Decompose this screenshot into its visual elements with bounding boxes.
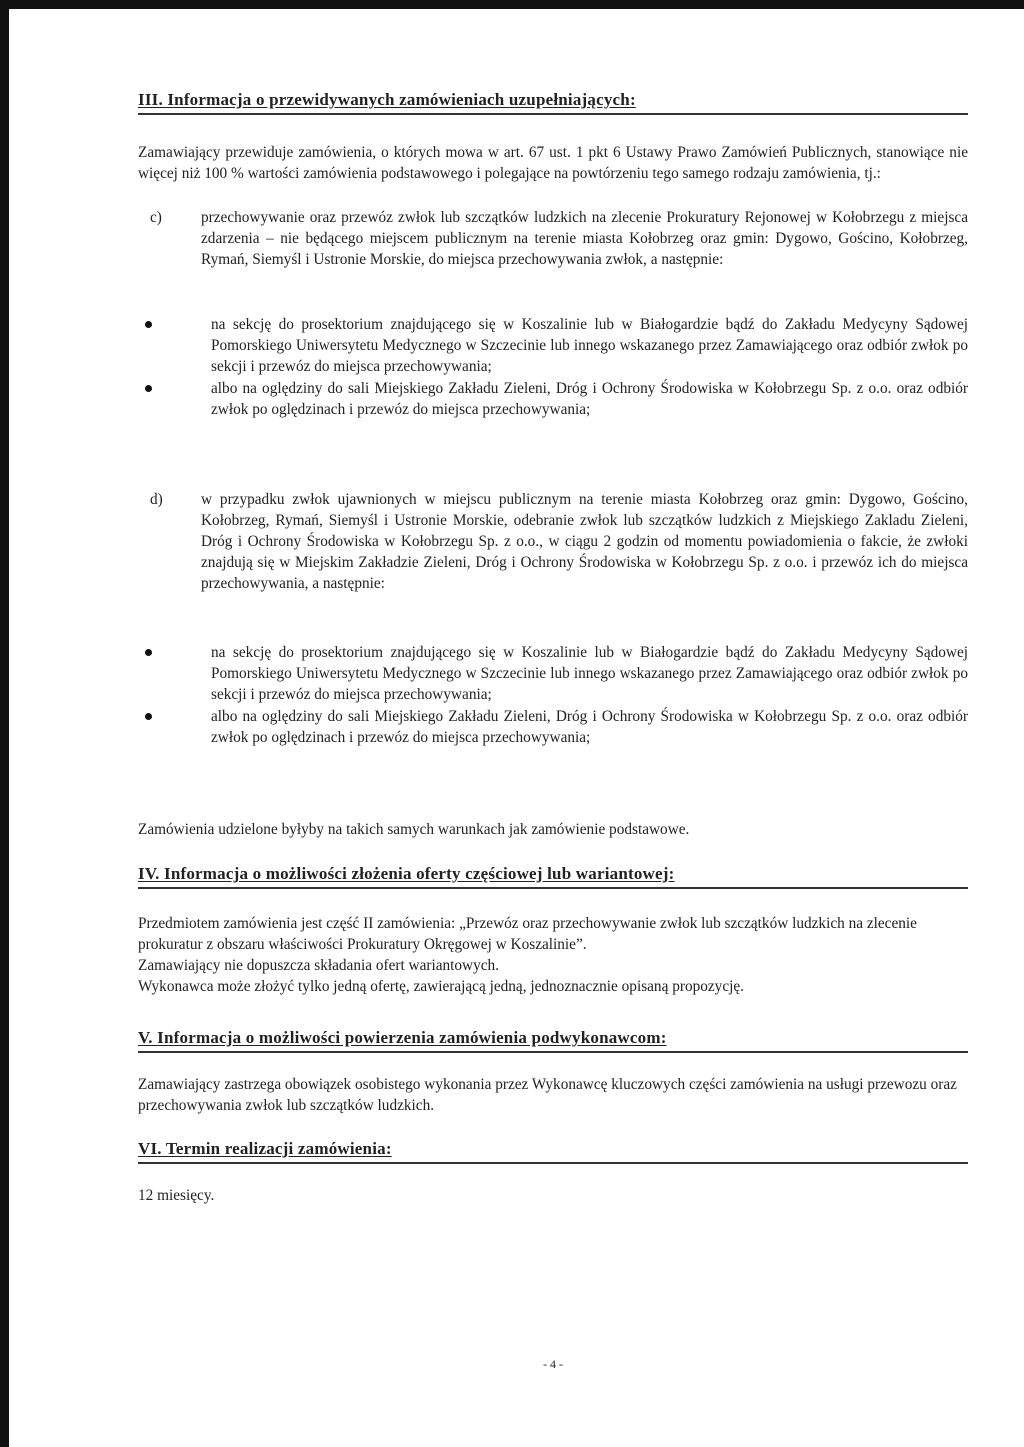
section-iii-closing: Zamówienia udzielone byłyby na takich samych warunkach jak zamówienie podstawowe.	[138, 821, 690, 838]
section-iv-body	[138, 913, 968, 997]
list-item-text: na sekcję do prosektorium znajdującego się w Koszalinie lub w Białogardzie bądź do Zakładu Medycyny Sądowej Pomorskiego Uniwersytetu Medycznego w Szczecinie lub innego wskazanego przez Zamawiającego oraz odbiór zwłok po sekcji i przewóz do miejsca przechowywania;	[211, 316, 968, 375]
section-iii-heading-text: III. Informacja o przewidywanych zamówieniach uzupełniających:	[138, 90, 636, 109]
section-vi-heading-text: VI. Termin realizacji zamówienia:	[138, 1139, 392, 1158]
section-iv-heading-text: IV. Informacja o możliwości złożenia oferty częściowej lub wariantowej:	[138, 864, 675, 883]
section-vi-heading	[138, 1139, 968, 1164]
section-v-heading-text: V. Informacja o możliwości powierzenia zamówienia podwykonawcom:	[138, 1028, 667, 1047]
section-iv-line: Zamawiający nie dopuszcza składania ofert wariantowych.	[138, 957, 500, 974]
section-iv-heading	[138, 864, 968, 889]
list-item	[211, 642, 968, 705]
page-number: - 4 -	[543, 1357, 563, 1371]
item-d-bullet-list	[211, 642, 968, 749]
item-d-letter: d)	[150, 491, 163, 508]
section-iv-line: Przedmiotem zamówienia jest część II zamówienia: „Przewóz oraz przechowywanie zwłok lub szczątków ludzkich na zlecenie prokuratur z obszaru właściwości Prokuratury Okręgowej w Koszalinie”.	[138, 915, 917, 953]
list-item-text: na sekcję do prosektorium znajdującego się w Koszalinie lub w Białogardzie bądź do Zakładu Medycyny Sądowej Pomorskiego Uniwersytetu Medycznego w Szczecinie lub innego wskazanego przez Zamawiającego oraz odbiór zwłok po sekcji i przewóz do miejsca przechowywania;	[211, 644, 968, 703]
scan-border-left	[0, 9, 9, 1447]
section-v-text: Zamawiający zastrzega obowiązek osobistego wykonania przez Wykonawcę kluczowych części zamówienia na usługi przewozu oraz przechowywania zwłok lub szczątków ludzkich.	[138, 1076, 957, 1114]
item-c	[138, 207, 968, 270]
bullet-icon	[145, 713, 152, 720]
list-item	[211, 314, 968, 377]
item-d-text: w przypadku zwłok ujawnionych w miejscu publicznym na terenie miasta Kołobrzeg oraz gmin: Dygowo, Gościno, Kołobrzeg, Rymań, Siemyśl i Ustronie Morskie, odebranie zwłok lub szczątków ludzkich z Miejskiego Zakladu Zieleni, Dróg i Ochrony Środowiska w Kołobrzegu Sp. z o.o., w ciągu 2 godzin od momentu powiadomienia o fakcie, że zwłoki znajdują się w Miejskim Zakładzie Zieleni, Dróg i Ochrony Środowiska w Kołobrzegu Sp. z o.o. i przewóz ich do miejsca przechowywania, a następnie:	[201, 491, 968, 592]
list-item-text: albo na oględziny do sali Miejskiego Zakładu Zieleni, Dróg i Ochrony Środowiska w Kołobrzegu Sp. z o.o. oraz odbiór zwłok po oględzinach i przewóz do miejsca przechowywania;	[211, 708, 968, 746]
scan-border-top	[0, 0, 1024, 9]
item-c-letter: c)	[150, 209, 162, 226]
section-iv-line: Wykonawca może złożyć tylko jedną ofertę, zawierającą jedną, jednoznacznie opisaną propozycję.	[138, 978, 744, 995]
section-iii-intro: Zamawiający przewiduje zamówienia, o których mowa w art. 67 ust. 1 pkt 6 Ustawy Prawo Zamówień Publicznych, stanowiące nie więcej niż 100 % wartości zamówienia podstawowego i polegające na powtórzeniu tego samego rodzaju zamówienia, tj.:	[138, 144, 968, 182]
bullet-icon	[145, 321, 152, 328]
item-c-bullet-list	[211, 314, 968, 421]
list-item	[211, 706, 968, 748]
section-vi-text: 12 miesięcy.	[138, 1187, 215, 1204]
section-iii-heading	[138, 90, 968, 115]
section-v-heading	[138, 1028, 968, 1053]
item-d	[138, 489, 968, 594]
list-item	[211, 378, 968, 420]
bullet-icon	[145, 385, 152, 392]
bullet-icon	[145, 649, 152, 656]
list-item-text: albo na oględziny do sali Miejskiego Zakładu Zieleni, Dróg i Ochrony Środowiska w Kołobrzegu Sp. z o.o. oraz odbiór zwłok po oględzinach i przewóz do miejsca przechowywania;	[211, 380, 968, 418]
item-c-text: przechowywanie oraz przewóz zwłok lub szczątków ludzkich na zlecenie Prokuratury Rejonowej w Kołobrzegu z miejsca zdarzenia – nie będącego miejscem publicznym na terenie miasta Kołobrzeg oraz gmin: Dygowo, Gościno, Kołobrzeg, Rymań, Siemyśl i Ustronie Morskie, do miejsca przechowywania zwłok, a następnie:	[201, 209, 968, 268]
